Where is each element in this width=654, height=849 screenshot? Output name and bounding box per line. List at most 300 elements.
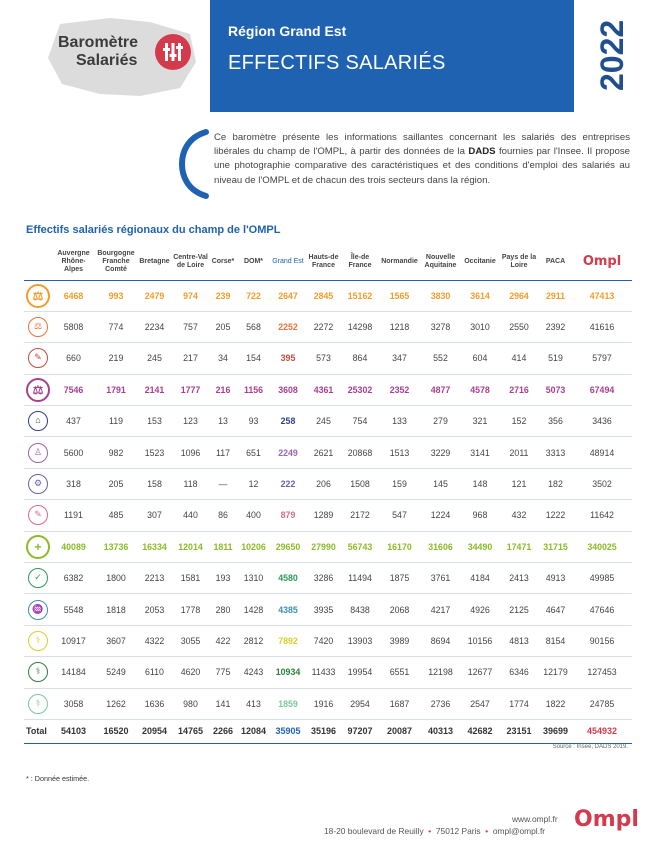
table-cell: 1218	[379, 311, 420, 342]
table-cell: 2547	[461, 688, 499, 719]
column-header: PACA	[545, 257, 566, 265]
table-cell: 2213	[137, 563, 172, 594]
table-cell: 205	[95, 468, 137, 499]
table-cell: 321	[461, 406, 499, 437]
table-cell: 980	[172, 688, 209, 719]
total-cell: 35196	[306, 719, 341, 743]
table-cell: 67494	[572, 374, 632, 405]
table-cell: 4647	[539, 594, 572, 625]
table-cell: 4877	[420, 374, 461, 405]
table-cell: 4580	[270, 563, 306, 594]
table-cell: 3010	[461, 311, 499, 342]
table-row	[24, 406, 632, 437]
total-cell: 454932	[572, 719, 632, 743]
column-header: Bourgogne Franche Comté	[97, 249, 135, 273]
table-cell: 2647	[270, 280, 306, 311]
table-cell: 2011	[499, 437, 539, 468]
table-cell: 6346	[499, 657, 539, 688]
sector-row	[24, 531, 632, 562]
table-cell: 1687	[379, 688, 420, 719]
table-cell: 141	[209, 688, 237, 719]
row-icon-cell	[24, 563, 52, 594]
table-cell: 3229	[420, 437, 461, 468]
table-cell: 5548	[52, 594, 95, 625]
table-cell: 1778	[172, 594, 209, 625]
total-cell: 54103	[52, 719, 95, 743]
table-cell: 10156	[461, 625, 499, 656]
table-cell: 2954	[341, 688, 379, 719]
table-cell: 485	[95, 500, 137, 531]
table-row	[24, 688, 632, 719]
table-cell: 1636	[137, 688, 172, 719]
table-cell: 14184	[52, 657, 95, 688]
table-cell: 552	[420, 343, 461, 374]
column-header: Auvergne Rhône-Alpes	[57, 249, 90, 273]
table-cell: 660	[52, 343, 95, 374]
table-cell: 8438	[341, 594, 379, 625]
table-cell: 2479	[137, 280, 172, 311]
table-cell: 1800	[95, 563, 137, 594]
table-cell: 133	[379, 406, 420, 437]
table-cell: 2234	[137, 311, 172, 342]
row-icon-cell	[24, 406, 52, 437]
table-cell: 356	[539, 406, 572, 437]
table-cell: 1191	[52, 500, 95, 531]
table-cell: 31715	[539, 531, 572, 562]
table-cell: 8694	[420, 625, 461, 656]
table-cell: 6382	[52, 563, 95, 594]
table-cell: 280	[209, 594, 237, 625]
logo-text-line2: Salariés	[76, 52, 138, 69]
table-cell: 7546	[52, 374, 95, 405]
table-cell: 31606	[420, 531, 461, 562]
table-row	[24, 657, 632, 688]
table-cell: 1096	[172, 437, 209, 468]
footer-dot: •	[482, 826, 491, 836]
table-cell: 4926	[461, 594, 499, 625]
table-cell: 29650	[270, 531, 306, 562]
table-cell: 4361	[306, 374, 341, 405]
table-cell: 1222	[539, 500, 572, 531]
column-header: Nouvelle Aquitaine	[424, 253, 457, 269]
table-cell: 2125	[499, 594, 539, 625]
table-cell: 2845	[306, 280, 341, 311]
header-icon-col	[24, 244, 52, 280]
table-cell: 2413	[499, 563, 539, 594]
column-header: Ompl	[582, 253, 622, 269]
table-cell: 158	[137, 468, 172, 499]
total-cell: 40313	[420, 719, 461, 743]
table-cell: 5808	[52, 311, 95, 342]
table-cell: 1791	[95, 374, 137, 405]
table-cell: 4217	[420, 594, 461, 625]
table-cell: 5797	[572, 343, 632, 374]
total-cell: 42682	[461, 719, 499, 743]
table-cell: 27990	[306, 531, 341, 562]
barometer-logo-icon	[155, 34, 191, 70]
table-cell: 519	[539, 343, 572, 374]
row-icon-cell	[24, 594, 52, 625]
table-cell: 2621	[306, 437, 341, 468]
column-header: Corse*	[211, 257, 235, 265]
table-cell: 49985	[572, 563, 632, 594]
table-cell: 153	[137, 406, 172, 437]
table-row	[24, 311, 632, 342]
table-body	[24, 280, 632, 743]
table-cell: 11433	[306, 657, 341, 688]
table-cell: 414	[499, 343, 539, 374]
logo-text-line1: Baromètre	[58, 34, 139, 51]
table-row	[24, 468, 632, 499]
table-cell: 1818	[95, 594, 137, 625]
table-cell: 2272	[306, 311, 341, 342]
table-cell: 4620	[172, 657, 209, 688]
table-cell: 193	[209, 563, 237, 594]
effectifs-table-wrap	[24, 244, 632, 744]
sector-row	[24, 280, 632, 311]
table-cell: 3278	[420, 311, 461, 342]
table-cell: 968	[461, 500, 499, 531]
table-cell: 4243	[237, 657, 270, 688]
table-cell: 1156	[237, 374, 270, 405]
table-cell: 148	[461, 468, 499, 499]
table-cell: 651	[237, 437, 270, 468]
column-header: Centre-Val de Loire	[173, 253, 208, 269]
column-header: Normandie	[381, 257, 418, 265]
table-cell: 34490	[461, 531, 499, 562]
total-cell: 39699	[539, 719, 572, 743]
total-cell: 97207	[341, 719, 379, 743]
table-cell: 307	[137, 500, 172, 531]
table-cell: 15162	[341, 280, 379, 311]
table-cell: 1916	[306, 688, 341, 719]
table-cell: 5073	[539, 374, 572, 405]
table-cell: 182	[539, 468, 572, 499]
logo-block	[0, 0, 210, 112]
table-cell: 6110	[137, 657, 172, 688]
total-cell: 35905	[270, 719, 306, 743]
table-cell: 775	[209, 657, 237, 688]
table-cell: 239	[209, 280, 237, 311]
row-icon-cell	[24, 374, 52, 405]
table-cell: 123	[172, 406, 209, 437]
table-cell: 41616	[572, 311, 632, 342]
table-cell: 121	[499, 468, 539, 499]
table-cell: 568	[237, 311, 270, 342]
table-cell: —	[209, 468, 237, 499]
table-cell: 757	[172, 311, 209, 342]
technical-sub4-icon: ✎	[28, 505, 48, 525]
table-cell: 318	[52, 468, 95, 499]
table-cell: 16170	[379, 531, 420, 562]
table-cell: 56743	[341, 531, 379, 562]
table-cell: 1428	[237, 594, 270, 625]
table-cell: 13	[209, 406, 237, 437]
table-cell: 2812	[237, 625, 270, 656]
table-cell: 1289	[306, 500, 341, 531]
table-cell: 3313	[539, 437, 572, 468]
footer-url[interactable]: www.ompl.fr	[512, 814, 558, 824]
table-cell: 3989	[379, 625, 420, 656]
table-row	[24, 563, 632, 594]
footer-ompl-logo: Ompl	[574, 807, 639, 832]
table-cell: 4385	[270, 594, 306, 625]
table-cell: 3502	[572, 468, 632, 499]
table-cell: 17471	[499, 531, 539, 562]
health-sector-icon: +	[26, 535, 50, 559]
total-label: Total	[24, 719, 52, 743]
bank-icon: ⌂	[28, 411, 48, 431]
table-row	[24, 343, 632, 374]
table-cell: 48914	[572, 437, 632, 468]
table-cell: 864	[341, 343, 379, 374]
footer-dot: •	[425, 826, 434, 836]
table-cell: 2550	[499, 311, 539, 342]
intro-part1: Ce baromètre présente les informations saillantes concernant les salariés des entreprises libérales du champ de l'OMPL, à partir des données de la	[214, 132, 630, 158]
total-cell: 14765	[172, 719, 209, 743]
table-cell: 2068	[379, 594, 420, 625]
table-cell: 1513	[379, 437, 420, 468]
technical-sub2-icon: ♙	[28, 443, 48, 463]
row-icon-cell	[24, 437, 52, 468]
table-cell: 437	[52, 406, 95, 437]
total-cell: 20087	[379, 719, 420, 743]
table-cell: 3286	[306, 563, 341, 594]
table-cell: 6551	[379, 657, 420, 688]
table-cell: 118	[172, 468, 209, 499]
table-cell: 12677	[461, 657, 499, 688]
legal-sub1-icon: ⚖	[28, 317, 48, 337]
column-header: DOM*	[243, 257, 264, 265]
row-icon-cell	[24, 625, 52, 656]
table-cell: 154	[237, 343, 270, 374]
table-cell: 4913	[539, 563, 572, 594]
table-cell: 11642	[572, 500, 632, 531]
table-cell: 3141	[461, 437, 499, 468]
table-cell: 2249	[270, 437, 306, 468]
table-cell: 24785	[572, 688, 632, 719]
table-cell: 13903	[341, 625, 379, 656]
table-cell: 3608	[270, 374, 306, 405]
legal-sub2-icon: ✎	[28, 348, 48, 368]
footer-email[interactable]: ompl@ompl.fr	[492, 826, 546, 836]
table-cell: 1262	[95, 688, 137, 719]
section-title: Effectifs salariés régionaux du champ de l'OMPL	[26, 224, 281, 236]
table-cell: 4813	[499, 625, 539, 656]
table-cell: 1859	[270, 688, 306, 719]
column-header: Hauts-de France	[308, 253, 339, 269]
table-cell: 3830	[420, 280, 461, 311]
table-cell: 573	[306, 343, 341, 374]
row-icon-cell	[24, 500, 52, 531]
table-cell: 11494	[341, 563, 379, 594]
table-cell: 422	[209, 625, 237, 656]
table-row	[24, 500, 632, 531]
table-cell: 93	[237, 406, 270, 437]
table-cell: 16334	[137, 531, 172, 562]
row-icon-cell	[24, 280, 52, 311]
table-row	[24, 437, 632, 468]
table-cell: 10934	[270, 657, 306, 688]
table-cell: 7420	[306, 625, 341, 656]
table-cell: 1875	[379, 563, 420, 594]
table-cell: 86	[209, 500, 237, 531]
row-icon-cell	[24, 688, 52, 719]
intro-paragraph	[214, 131, 630, 188]
table-cell: 258	[270, 406, 306, 437]
technical-sector-icon: ⚖	[26, 378, 50, 402]
table-cell: 2392	[539, 311, 572, 342]
table-cell: 432	[499, 500, 539, 531]
table-row	[24, 625, 632, 656]
total-cell: 16520	[95, 719, 137, 743]
table-cell: 395	[270, 343, 306, 374]
total-row	[24, 719, 632, 743]
table-cell: 879	[270, 500, 306, 531]
table-cell: 993	[95, 280, 137, 311]
table-cell: 159	[379, 468, 420, 499]
table-cell: 1822	[539, 688, 572, 719]
table-cell: 2141	[137, 374, 172, 405]
table-cell: 440	[172, 500, 209, 531]
table-cell: 117	[209, 437, 237, 468]
table-cell: 3614	[461, 280, 499, 311]
table-cell: 2911	[539, 280, 572, 311]
column-header: Pays de la Loire	[501, 253, 537, 269]
table-cell: 12179	[539, 657, 572, 688]
health-sub3-icon: ⚕	[28, 631, 48, 651]
table-cell: 25302	[341, 374, 379, 405]
table-cell: 219	[95, 343, 137, 374]
year-label: 2022	[594, 19, 630, 91]
column-header: Occitanie	[464, 257, 496, 265]
table-cell: 340025	[572, 531, 632, 562]
table-cell: 722	[237, 280, 270, 311]
table-cell: 2352	[379, 374, 420, 405]
health-sub5-icon: ⚕	[28, 694, 48, 714]
health-sub4-icon: ⚕	[28, 662, 48, 682]
table-cell: 10206	[237, 531, 270, 562]
table-cell: 8154	[539, 625, 572, 656]
table-cell: 1777	[172, 374, 209, 405]
table-cell: 400	[237, 500, 270, 531]
table-cell: 4184	[461, 563, 499, 594]
source-note: Source : Insee, DADS 2019.	[552, 744, 628, 750]
table-cell: 6468	[52, 280, 95, 311]
health-sub2-icon: ♒	[28, 600, 48, 620]
footer-address	[324, 826, 545, 836]
table-cell: 774	[95, 311, 137, 342]
table-cell: 12198	[420, 657, 461, 688]
table-cell: 4322	[137, 625, 172, 656]
table-cell: 14298	[341, 311, 379, 342]
total-cell: 2266	[209, 719, 237, 743]
page-title: EFFECTIFS SALARIÉS	[228, 52, 446, 74]
table-cell: 1811	[209, 531, 237, 562]
sector-row	[24, 374, 632, 405]
table-cell: 47413	[572, 280, 632, 311]
footer-city: 75012 Paris	[435, 826, 481, 836]
table-cell: 3761	[420, 563, 461, 594]
intro-bold-dads: DADS	[468, 146, 496, 158]
table-cell: 2964	[499, 280, 539, 311]
table-cell: 40089	[52, 531, 95, 562]
table-cell: 1310	[237, 563, 270, 594]
footer-street: 18-20 boulevard de Reuilly	[324, 826, 424, 836]
table-cell: 2716	[499, 374, 539, 405]
table-cell: 12	[237, 468, 270, 499]
table-cell: 90156	[572, 625, 632, 656]
table-header-row	[24, 244, 632, 280]
table-cell: 547	[379, 500, 420, 531]
total-cell: 23151	[499, 719, 539, 743]
table-cell: 47646	[572, 594, 632, 625]
table-cell: 982	[95, 437, 137, 468]
effectifs-table	[24, 244, 632, 744]
column-header: Bretagne	[139, 257, 170, 265]
table-cell: 20868	[341, 437, 379, 468]
table-cell: 13736	[95, 531, 137, 562]
row-icon-cell	[24, 468, 52, 499]
table-cell: 34	[209, 343, 237, 374]
table-cell: 2053	[137, 594, 172, 625]
region-title: Région Grand Est	[228, 23, 347, 39]
table-cell: 119	[95, 406, 137, 437]
table-cell: 1581	[172, 563, 209, 594]
total-cell: 20954	[137, 719, 172, 743]
table-cell: 245	[306, 406, 341, 437]
table-cell: 3055	[172, 625, 209, 656]
table-cell: 205	[209, 311, 237, 342]
table-cell: 1774	[499, 688, 539, 719]
column-header: Grand Est	[272, 257, 304, 265]
table-cell: 152	[499, 406, 539, 437]
table-cell: 3607	[95, 625, 137, 656]
technical-sub3-icon: ⚙	[28, 474, 48, 494]
table-cell: 4578	[461, 374, 499, 405]
health-sub1-icon: ✓	[28, 568, 48, 588]
table-cell: 245	[137, 343, 172, 374]
table-cell: 3058	[52, 688, 95, 719]
table-cell: 1508	[341, 468, 379, 499]
table-cell: 7892	[270, 625, 306, 656]
intro-bracket-icon	[176, 128, 210, 200]
legal-sector-icon: ⚖	[26, 284, 50, 308]
total-cell: 12084	[237, 719, 270, 743]
table-cell: 1224	[420, 500, 461, 531]
table-cell: 974	[172, 280, 209, 311]
table-cell: 413	[237, 688, 270, 719]
table-cell: 5249	[95, 657, 137, 688]
table-cell: 3436	[572, 406, 632, 437]
table-cell: 216	[209, 374, 237, 405]
row-icon-cell	[24, 531, 52, 562]
estimate-note: * : Donnée estimée.	[26, 774, 90, 783]
table-cell: 3935	[306, 594, 341, 625]
table-cell: 127453	[572, 657, 632, 688]
table-cell: 217	[172, 343, 209, 374]
table-cell: 206	[306, 468, 341, 499]
table-cell: 2736	[420, 688, 461, 719]
table-cell: 1565	[379, 280, 420, 311]
table-cell: 5600	[52, 437, 95, 468]
row-icon-cell	[24, 311, 52, 342]
intro-part2: fournies par l'Insee. Il propose une photographie comparative des caractéristiques et des conditions d'emploi des salariés au niveau de l'OMPL et de chacun des trois secteurs dans la région.	[214, 146, 630, 186]
table-cell: 10917	[52, 625, 95, 656]
table-cell: 12014	[172, 531, 209, 562]
table-cell: 19954	[341, 657, 379, 688]
header	[0, 0, 654, 112]
